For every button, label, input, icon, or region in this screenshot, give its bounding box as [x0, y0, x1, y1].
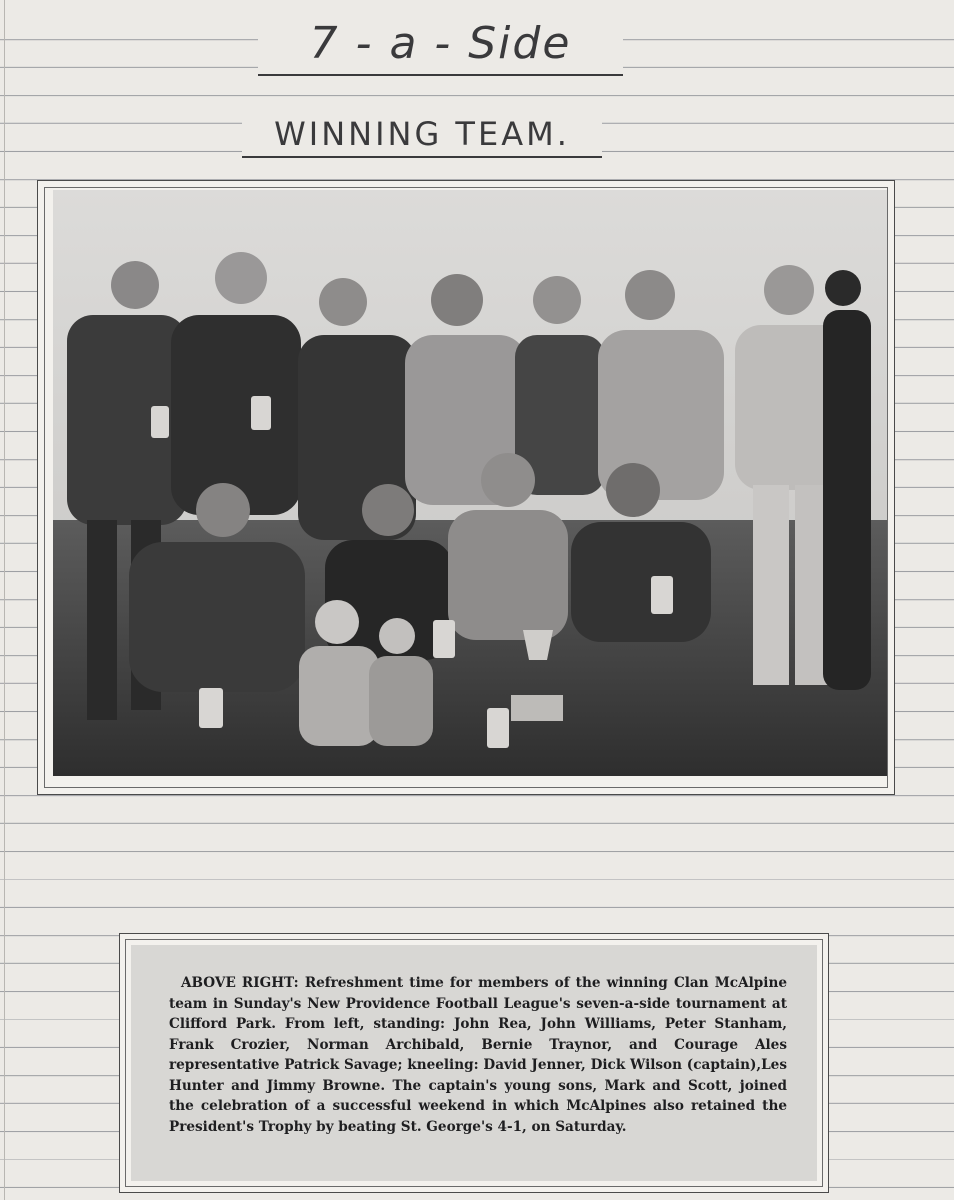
caption-text: ABOVE RIGHT: Refreshment time for members of the winning Clan McAlpine team in Sunday's New Providence Football League's seven-a-side tournament at Clifford Park. From left, standing: John Rea, John Williams, Peter Stanham, Frank Crozier, Norman Archibald, Bernie Traynor, and Courage Ales representative Patrick Savage; kneeling: David Jenner, Dick Wilson (captain),Les Hunter and Jimmy Browne. The captain's young sons, Mark and Scott, joined the celebration of a successful weekend in which McAlpines also retained the President's Trophy by beating St. George's 4-1, on Saturday.: [169, 975, 787, 1135]
tankard-5: [251, 396, 271, 430]
trophy-base: [511, 695, 563, 721]
team-photo-illustration: [53, 190, 887, 776]
page-subtitle: WINNING TEAM.: [242, 112, 602, 158]
tankard-1: [487, 708, 509, 748]
page-margin-line: [4, 0, 5, 1200]
tankard-6: [151, 406, 169, 438]
page-title: 7 - a - Side: [258, 14, 623, 76]
newspaper-caption: [131, 945, 817, 1181]
tankard-2: [433, 620, 455, 658]
team-photo: [53, 190, 887, 776]
tankard-3: [199, 688, 223, 728]
standing-figure-8: [823, 270, 871, 690]
tankard-4: [651, 576, 673, 614]
